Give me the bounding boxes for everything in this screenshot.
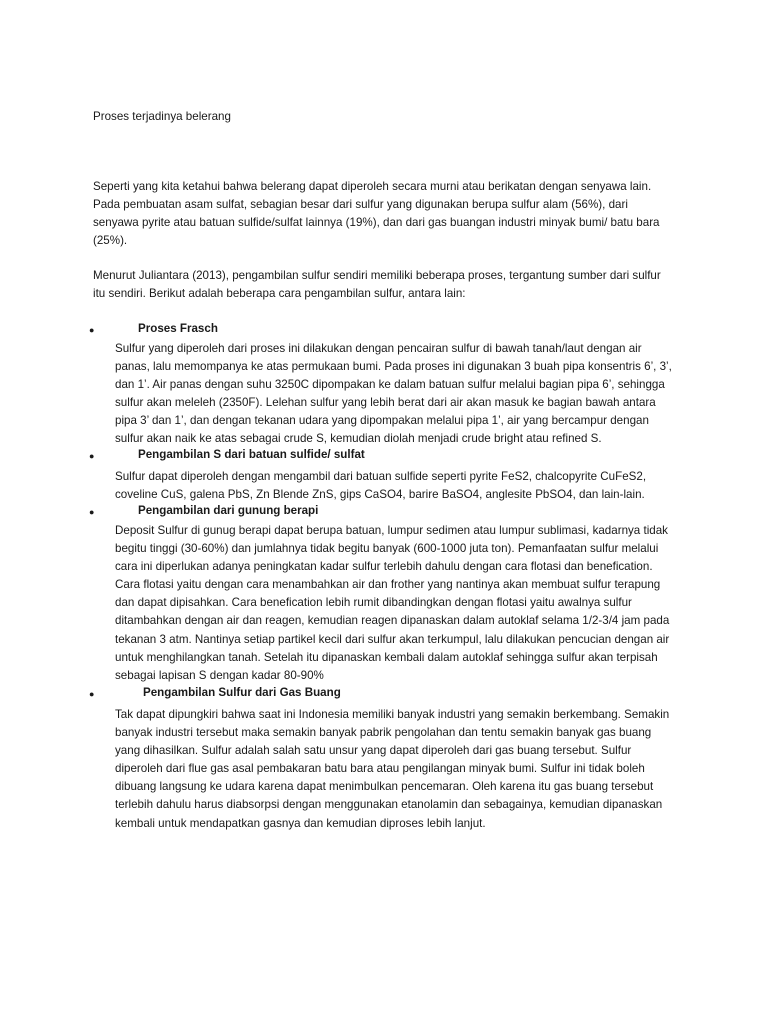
paragraph-line: kembali untuk mendapatkan gasnya dan kemudian diproses lebih lanjut. [115, 816, 486, 830]
bullet-icon: ● [89, 325, 95, 335]
paragraph-line: Tak dapat dipungkiri bahwa saat ini Indonesia memiliki banyak industri yang semakin berkembang. Semakin [115, 708, 670, 721]
section-body [115, 468, 675, 504]
paragraph-line: (25%). [93, 234, 128, 248]
paragraph-line: dan dapat dipisahkan. Cara benefication lebih rumit dibandingkan dengan flotasi yaitu awalnya sulfur [115, 596, 632, 610]
paragraph-line: banyak industri tersebut maka semakin banyak pabrik pengolahan dan tentu semakin banyak gas buang [115, 726, 652, 740]
paragraph-line: Sulfur yang diperoleh dari proses ini dilakukan dengan pencairan sulfur di bawah tanah/laut dengan air [115, 342, 642, 355]
section-heading: Pengambilan Sulfur dari Gas Buang [143, 686, 341, 699]
bullet-icon: ● [89, 451, 95, 461]
paragraph-line: untuk menghilangkan tanah. Setelah itu dipanaskan kembali dalam autoklaf sehingga sulfur akan terpisah [115, 650, 658, 664]
paragraph-line: sebagai lapisan S dengan kadar 80-90% [115, 668, 324, 682]
section-heading: Proses Frasch [138, 322, 218, 335]
paragraph-line: diperoleh dari flue gas asal pembakaran batu bara atau pengilangan minyak bumi. Sulfur ini tidak boleh [115, 762, 645, 776]
paragraph-line: sulfur akan naik ke atas sebagai crude S, kemudian diolah menjadi crude bright atau refined S. [115, 432, 602, 446]
paragraph-line: Seperti yang kita ketahui bahwa belerang dapat diperoleh secara murni atau berikatan dengan senyawa lain. [93, 180, 652, 193]
paragraph-line: sulfur akan meleleh (2350F). Lelehan sulfur yang lebih berat dari air akan masuk ke bagian bawah antara [115, 396, 656, 410]
paragraph-line: coveline CuS, galena PbS, Zn Blende ZnS, gips CaSO4, barire BaSO4, anglesite PbSO4, dan lain-lain. [115, 488, 645, 502]
section-heading: Pengambilan dari gunung berapi [138, 504, 319, 517]
paragraph-line: ditambahkan dengan air dan reagen, kemudian reagen dipanaskan dalam autoklaf selama 1/2-3/4 jam pada [115, 614, 670, 628]
paragraph-line: pipa 3’ dan 1’, dan dengan tekanan udara yang dipompakan melalui pipa 1’, air yang bercampur dengan [115, 414, 649, 428]
section-body [115, 522, 675, 685]
paragraph-line: Cara flotasi yaitu dengan cara menambahkan air dan frother yang nantinya akan membuat sulfur terapung [115, 578, 661, 592]
paragraph-line: terlebih dahulu harus diabsorpsi dengan menggunakan etanolamin dan sebagainya, kemudian dipanaskan [115, 798, 663, 812]
section-heading: Pengambilan S dari batuan sulfide/ sulfat [138, 448, 365, 461]
bullet-icon: ● [89, 507, 95, 517]
paragraph-line: Pada pembuatan asam sulfat, sebagian besar dari sulfur yang digunakan berupa sulfur alam (56%), dari [93, 198, 628, 212]
paragraph-line: tekanan 3 atm. Nantinya setiap partikel kecil dari sulfur akan terkumpul, lalu dilakukan pencucian dengan air [115, 632, 670, 646]
paragraph-line: Menurut Juliantara (2013), pengambilan sulfur sendiri memiliki beberapa proses, tergantung sumber dari sulfur [93, 269, 661, 282]
paragraph-line: begitu tinggi (30-60%) dan jumlahnya tidak begitu banyak (600-1000 juta ton). Pemanfaatan sulfur melalui [115, 542, 659, 556]
paragraph-line: cara ini diperlukan adanya peningkatan kadar sulfur terlebih dahulu dengan cara flotasi dan benefication. [115, 560, 653, 574]
bullet-icon: ● [89, 689, 95, 699]
paragraph-line: Deposit Sulfur di gunug berapi dapat berupa batuan, lumpur sedimen atau lumpur sublimasi, kadarnya tidak [115, 524, 668, 537]
intro-paragraph [93, 178, 683, 250]
section-body [115, 340, 675, 449]
paragraph-line: panas, lalu memompanya ke atas permukaan bumi. Pada proses ini digunakan 3 buah pipa konsentris 6’, 3’, [115, 360, 672, 374]
section-body [115, 706, 675, 833]
method-intro-paragraph [93, 267, 683, 303]
paragraph-line: Sulfur dapat diperoleh dengan mengambil dari batuan sulfide seperti pyrite FeS2, chalcopyrite CuFeS2, [115, 470, 647, 483]
paragraph-line: senyawa pyrite atau batuan sulfide/sulfat lainnya (19%), dan dari gas buangan industri minyak bumi/ batu bara [93, 216, 660, 230]
paragraph-line: dan 1’. Air panas dengan suhu 3250C dipompakan ke dalam batuan sulfur melalui bagian pipa 6’, sehingga [115, 378, 665, 392]
paragraph-line: dibuang langsung ke udara karena dapat menimbulkan pencemaran. Oleh karena itu gas buang tersebut [115, 780, 654, 794]
paragraph-line: itu sendiri. Berikut adalah beberapa cara pengambilan sulfur, antara lain: [93, 287, 466, 301]
paragraph-line: yang dihasilkan. Sulfur adalah salah satu unsur yang dapat diperoleh dari gas buang tersebut. Sulfur [115, 744, 632, 758]
document-title: Proses terjadinya belerang [93, 110, 231, 123]
